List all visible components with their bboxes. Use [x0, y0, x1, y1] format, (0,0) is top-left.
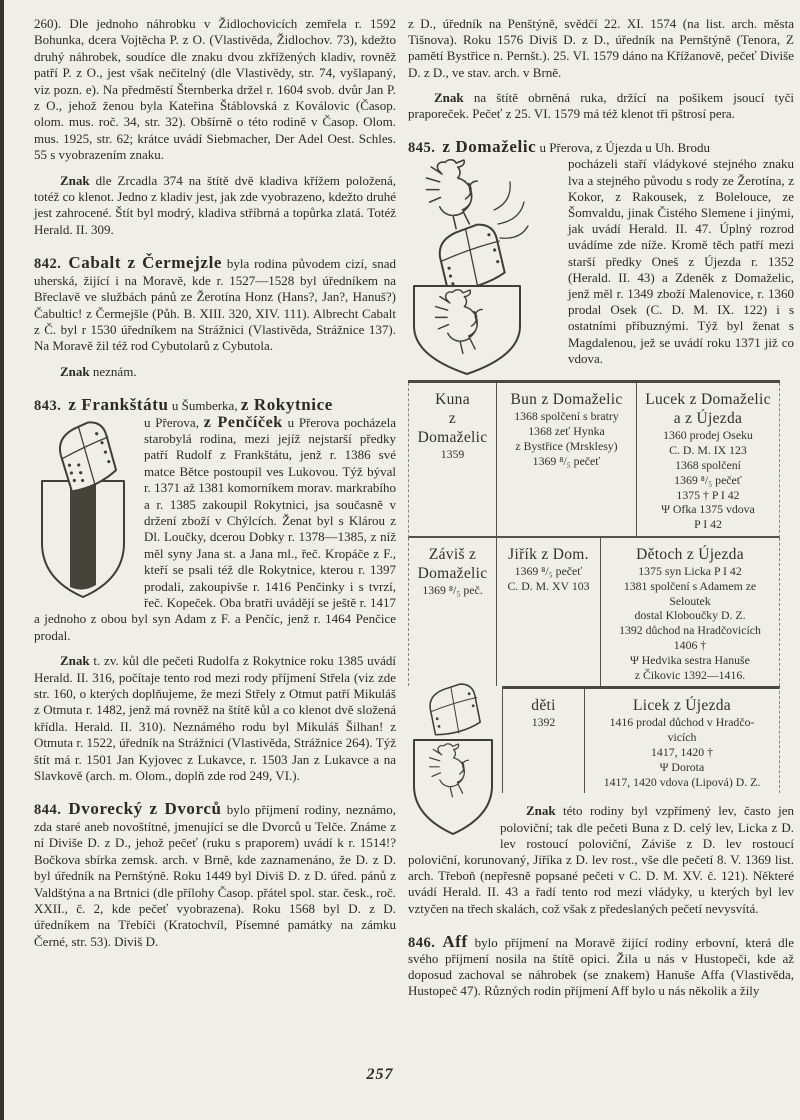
text-line: Licek z Újezda [632, 697, 731, 715]
znak-paragraph-841 [34, 173, 396, 239]
right-column [408, 16, 794, 1000]
text-line: P I 42 [694, 517, 722, 532]
znak-text: t. zv. kůl dle pečeti Rudolfa z Rokytnice roku 1385 uvádí Herald. II. 316, počítaje tento rod mezi rody příjmení Střela (viz zde str. 160, o kterých doplňujeme, že mezi Střely z Otmut patří Mikuláš z Otmuta r. 1482, jenž má rovněž na štítě kůl a co klenot dvě složená křídla. Herald. II. 310). Neznámého rodu byl Mikuláš Šilhan! z Otmuta r. 1522, úředník na Strážnici (Vlastivěda, Strážnice 264). Týž štít má r. 1501 Jan Kyjovec z Lukavce, r. 1503 Jan z Lukavce a na Slavkově (arch. m. Olom., doplň zde rod 249, VI.). [34, 653, 396, 784]
text-line: 1375 syn Licka P I 42 [638, 564, 742, 578]
page-number: 257 [366, 1066, 394, 1083]
paragraph-text: 260). Dle jednoho náhrobku v Židlochovicích zemřela r. 1592 Bohunka, dcera Vojtěcha P. z O. (Vlastivěda, Židlochov. 73), kdežto druhý náhrobek, soudíce dle znaku dvou zkřížených kladiv, rovněž patří P. z O., jest však nečitelný (dle Vlastivědy, str. 74, vyšlapaný, viz pozn. e). Na předměstí Šternberka držel r. 1604 svob. dvůr Jan P. z O., jehož ženou byla Kateřina Štáblovská z Koválovic (Časop. olom. mus. roč. 34, str. 32). Obšírně o této rodině v Časop. Olom. mus. 1925, str. 62; krátce uvádí Siebmacher, Der Adel Oest. Schles. 55 s vyobrazením znaku. [34, 16, 396, 163]
paragraph-text: z D., úředník na Penštýně, svědčí 22. XI. 1574 (na list. arch. města Tišnova). Roku 1576 Diviš D. z D., úředník na Pernštýně (Tenora, Z pamětí Bystřice n. Pernšt.). 25. VI. 1579 dáno na Křížanově, pečeť Diviše D. z D., ve stav. arch. v Brně. [408, 16, 794, 80]
text-line: dostal Kloboučky D. Z. [634, 608, 746, 623]
entry-title-frankstat: z Frankštátu [68, 395, 169, 415]
text-line: Ψ Hedvika sestra Hanuše [630, 652, 750, 667]
text-line: Domaželic [417, 565, 488, 582]
entry-title-rokytnice: z Rokytnice [240, 395, 333, 415]
entry-845-body [408, 156, 794, 367]
text-line: 1369 ⁸/₅ peč. [422, 583, 483, 597]
entry-845-headline [408, 139, 794, 156]
znak-lead: Znak [60, 363, 90, 379]
person-name [501, 545, 596, 564]
entry-title: Dvorecký z Dvorců [68, 799, 222, 819]
text-line: Seloutek [669, 593, 711, 608]
pale-coat-of-arms-image [34, 417, 132, 605]
lion-shield-helm-coat-of-arms-image [410, 682, 496, 852]
text-line: 1375 † P I 42 [676, 487, 740, 502]
person-name [507, 696, 580, 715]
znak-lead: Znak [60, 172, 90, 188]
text-line: a z Újezda [673, 410, 743, 428]
entry-844 [34, 801, 396, 950]
text-line: 1392 [531, 715, 556, 730]
text-line: 1416 prodal důchod v Hradčo- [609, 715, 755, 730]
znak-paragraph-843 [34, 653, 396, 784]
genealogy-cell-kuna [409, 383, 497, 536]
text-line: 1368 zeť Hynka [528, 424, 605, 439]
text-line: Dětoch z Újezda [636, 546, 744, 563]
znak-paragraph-844 [408, 90, 794, 122]
text-line: vicích [667, 730, 697, 745]
table-row-1 [408, 383, 780, 538]
table-row3-arms-area [408, 686, 502, 793]
entry-843-headline [34, 397, 396, 414]
lion-achievement-coat-of-arms-image [408, 158, 558, 378]
entry-842 [34, 255, 396, 354]
genealogy-cell-licek [585, 689, 779, 793]
text-line: 1417, 1420 vdova (Lipová) D. Z. [603, 774, 761, 789]
text-line: 1369 ⁸/₅ pečeť [674, 472, 742, 487]
person-name [413, 390, 492, 447]
person-name [501, 390, 632, 409]
entry-body: bylo příjmení rodiny, neznámo, zda staré aneb novoštítné, jmenující se dle Dvorců u Telče. Známe z ní Diviše D. z D., jehož pečeť (ruku s praporem) uvádí k r. 1514!? Bočkova sbírka zemsk. arch. v Brně, kde zaznamenáno, že D. z D. byl úředník na Pernštýně. Roku 1449 byl Diviš D. z D. úřed. pánů z Valdštýna a na Brtnici (dle přílohy Časop. přátel spol. star. česk., roč. XXII., č. 2, kde pečeť vyobrazena). Roku 1568 byl D. z D. úředníkem na Třebíči (Kratochvíl, Písemné památky na zámku Černé, str. 53). Diviš D. [34, 802, 396, 949]
person-name [589, 696, 775, 715]
table-row-2 [408, 538, 780, 686]
entry-title: Cabalt z Čermejzle [68, 253, 223, 273]
person-details [605, 564, 775, 682]
text-line: Lucek z Domaželic [645, 391, 771, 409]
text-line: 1392 důchod na Hradčovicích [619, 623, 761, 638]
znak-lead: Znak [434, 89, 464, 105]
text-line: 1406 † [673, 637, 707, 652]
entry-number: 845. [408, 140, 436, 157]
genealogy-cell-deti [503, 689, 585, 793]
person-details [413, 583, 492, 598]
person-details [501, 409, 632, 468]
text-line: Ψ Dorota [659, 759, 705, 774]
entry-number: 842. [34, 256, 62, 273]
text-line: 1369 ⁸/₅ pečeť [514, 564, 583, 578]
genealogy-chart [408, 369, 794, 917]
text-line: Ψ Ofka 1375 vdova [661, 502, 755, 517]
entry-title-pencicek: z Penčíček [203, 413, 283, 431]
entry-body: pocházela starobylá rodina, mezi jejíž nejstarší předky patří Rudolf z Frankštátu, jenž r. 1386 své matce Bětce postoupil ves Lukovou. Týž býval r. 1371 až 1381 komorníkem morav. markrabího a r. 1385 zakoupil Rokytnici, jsa současně v držení zboží v Chýlcích. Ženat byl s Klárou z Dl. Loučky, dcerou Dobky r. 1378—1385, z níž měl syny Jana st. a Jana ml., řeč. Kropáče z F., kteří se psali též dle Rokytnice, kterou r. 1397 prodali, zakoupivše r. 1416 Penčinky i s tvrzí, řeč. Kopeček. Oba bratři uvádějí se ještě r. 1417 a jednoho z obou byl syn Adam z F. a Penčíc, jenž r. 1464 Penčice prodal. [34, 414, 397, 643]
text-line: 1381 spolčení s Adamem ze [623, 578, 757, 593]
genealogy-table [408, 380, 780, 793]
znak-text: této rodiny byl vzpřímený lev, často jen poloviční; tak dle pečeti Buna z D. celý lev, Licka z D. lev rostoucí poloviční, Záviše z D. lev rostoucí poloviční, korunovaný, Jiříka z D. lev rost., vše dle pečetí 8. V. 1369 list. arch. Třeboň (nepřesně popsané pečeti v C. D. M. XV. č. 121). Některé uvádí Herald. II. 43 a řadí tento rod mezi vládyky, u kterých byl lev vztyčen na třech skalách, což však z předeslaných pečetí nevysvítá. [408, 803, 794, 916]
znak-lead: Znak [60, 653, 90, 669]
znak-text: neznám. [92, 363, 137, 379]
text-line: C. D. M. IX 123 [669, 443, 747, 458]
entry-subtitle: u Přerova, z Újezda u Uh. Brodu [539, 140, 710, 156]
text-line: Bun z Domaželic [510, 391, 623, 409]
left-column [34, 16, 396, 950]
text-line: Kuna [435, 391, 470, 409]
genealogy-cell-detoch [601, 538, 779, 686]
entry-number: 843. [34, 398, 62, 415]
genealogy-cell-jirik [497, 538, 601, 686]
znak-paragraph-842 [34, 364, 396, 380]
entry-title-mid: u Přerova, [144, 414, 199, 430]
entry-number: 846. [408, 934, 436, 951]
entry-body: pocházeli staří vládykové stejného znaku lva a stejného původu s rody ze Žerotína, z Kokor, z Rakousek, z Bolelouce, ze Šomvaldu, jinak Čistého Slemene i jinými, jak uvádí Herald. II. 47. Úplný rozrod uvádíme zde níže. Kromě těch patří mezi starší předky Oneš z Újezda r. 1352 (Herald. II. 43) a Zdeněk z Domaželic, jenž měl r. 1349 zboží Malenovice, r. 1360 prodal Osek (C. D. M. IX. 122) i s ostatními příbuznými. Týž byl ženat s Magdalenou, jež se uvádí roku 1371 již co vdova. [568, 156, 794, 366]
person-name [413, 545, 492, 583]
znak-text: na štítě obrněná ruka, držící na pošikem jsoucí tyči praporeček. Pečeť z 25. VI. 1579 má též klenot tři pštrosí pera. [408, 89, 795, 122]
person-details [413, 447, 492, 462]
entry-number: 844. [34, 802, 62, 819]
entry-title-mid: u Přerova [287, 414, 340, 430]
znak-lead: Znak [526, 803, 556, 819]
entry-843-body [34, 415, 396, 645]
text-line: Domaželic [417, 429, 488, 447]
person-details [641, 428, 775, 532]
entry-title-domazelic: z Domaželic [442, 137, 537, 157]
person-details [589, 715, 775, 789]
text-line: 1360 prodej Oseku [663, 428, 753, 443]
text-line: z Čikovic 1392—1416. [634, 667, 746, 682]
text-line: 1417, 1420 † [651, 744, 713, 759]
genealogy-cell-bun [497, 383, 637, 536]
table-row3-box [502, 686, 780, 793]
text-line: Záviš z [428, 546, 477, 563]
text-line: 1368 spolčení [675, 458, 741, 473]
scan-gutter-edge [0, 0, 4, 1120]
text-line: z [448, 410, 457, 428]
text-line: z Bystřice (Mrsklesy) [515, 439, 618, 454]
genealogy-cell-lucek [637, 383, 779, 536]
entry-846 [408, 931, 795, 1000]
text-line: 1368 spolčení s bratry [514, 409, 619, 424]
text-line: Jiřík z Dom. [508, 546, 589, 563]
entry-body: bylo příjmení na Moravě žijící rodiny erbovní, která dle svého příjmení nosila na štítě opici. Žila u nás v Hustopeči, kde až doposud zachoval se náhrobek (se znakem) Hanuše Affa (Vlastivěda, Hustopeč 47). Různých rodin příjmení Aff bylo u nás několik a žily [408, 934, 795, 999]
entry-title-mid: u Šumberka, [171, 398, 238, 414]
text-line: 1369 ⁸/₅ pečeť [532, 453, 601, 468]
person-name [605, 545, 775, 564]
genealogy-cell-zavis [409, 538, 497, 686]
paragraph-continuation [408, 16, 794, 81]
person-details [507, 715, 580, 730]
person-name [641, 390, 775, 428]
person-details [501, 564, 596, 594]
text-line: C. D. M. XV 103 [507, 578, 590, 593]
znak-text: dle Zrcadla 374 na štítě dvě kladiva křížem položená, totéž co klenot. Jedno z kladiv jest, jak zde vyobrazeno, kdežto druhé jest zahrocené. Štít byl modrý, kladiva stříbrná a topůrka zlatá. Totéž Herald. II. 309. [34, 172, 397, 237]
entry-body: byla rodina původem cizí, snad uherská, žijící i na Moravě, kde r. 1527—1528 byl úředníkem na Břeclavě ve službách pánů ze Žerotína Honz (Hans?, Jan?, Hanuš?) Čabultic! z Čermejšle (Půh. B. XIII. 320, XIV. 111). Albrecht Cabalt z Č. byl r 1530 úředníkem na Strážnici (Vlastivěda, Strážnice 137). Na Moravě žil též rod Cybutolarů z Cybutola. [34, 256, 396, 354]
text-line: 1359 [440, 447, 465, 462]
entry-title: Aff [442, 931, 468, 951]
paragraph-continuation [34, 16, 396, 164]
table-row-3 [408, 686, 780, 793]
text-line: děti [531, 697, 556, 715]
